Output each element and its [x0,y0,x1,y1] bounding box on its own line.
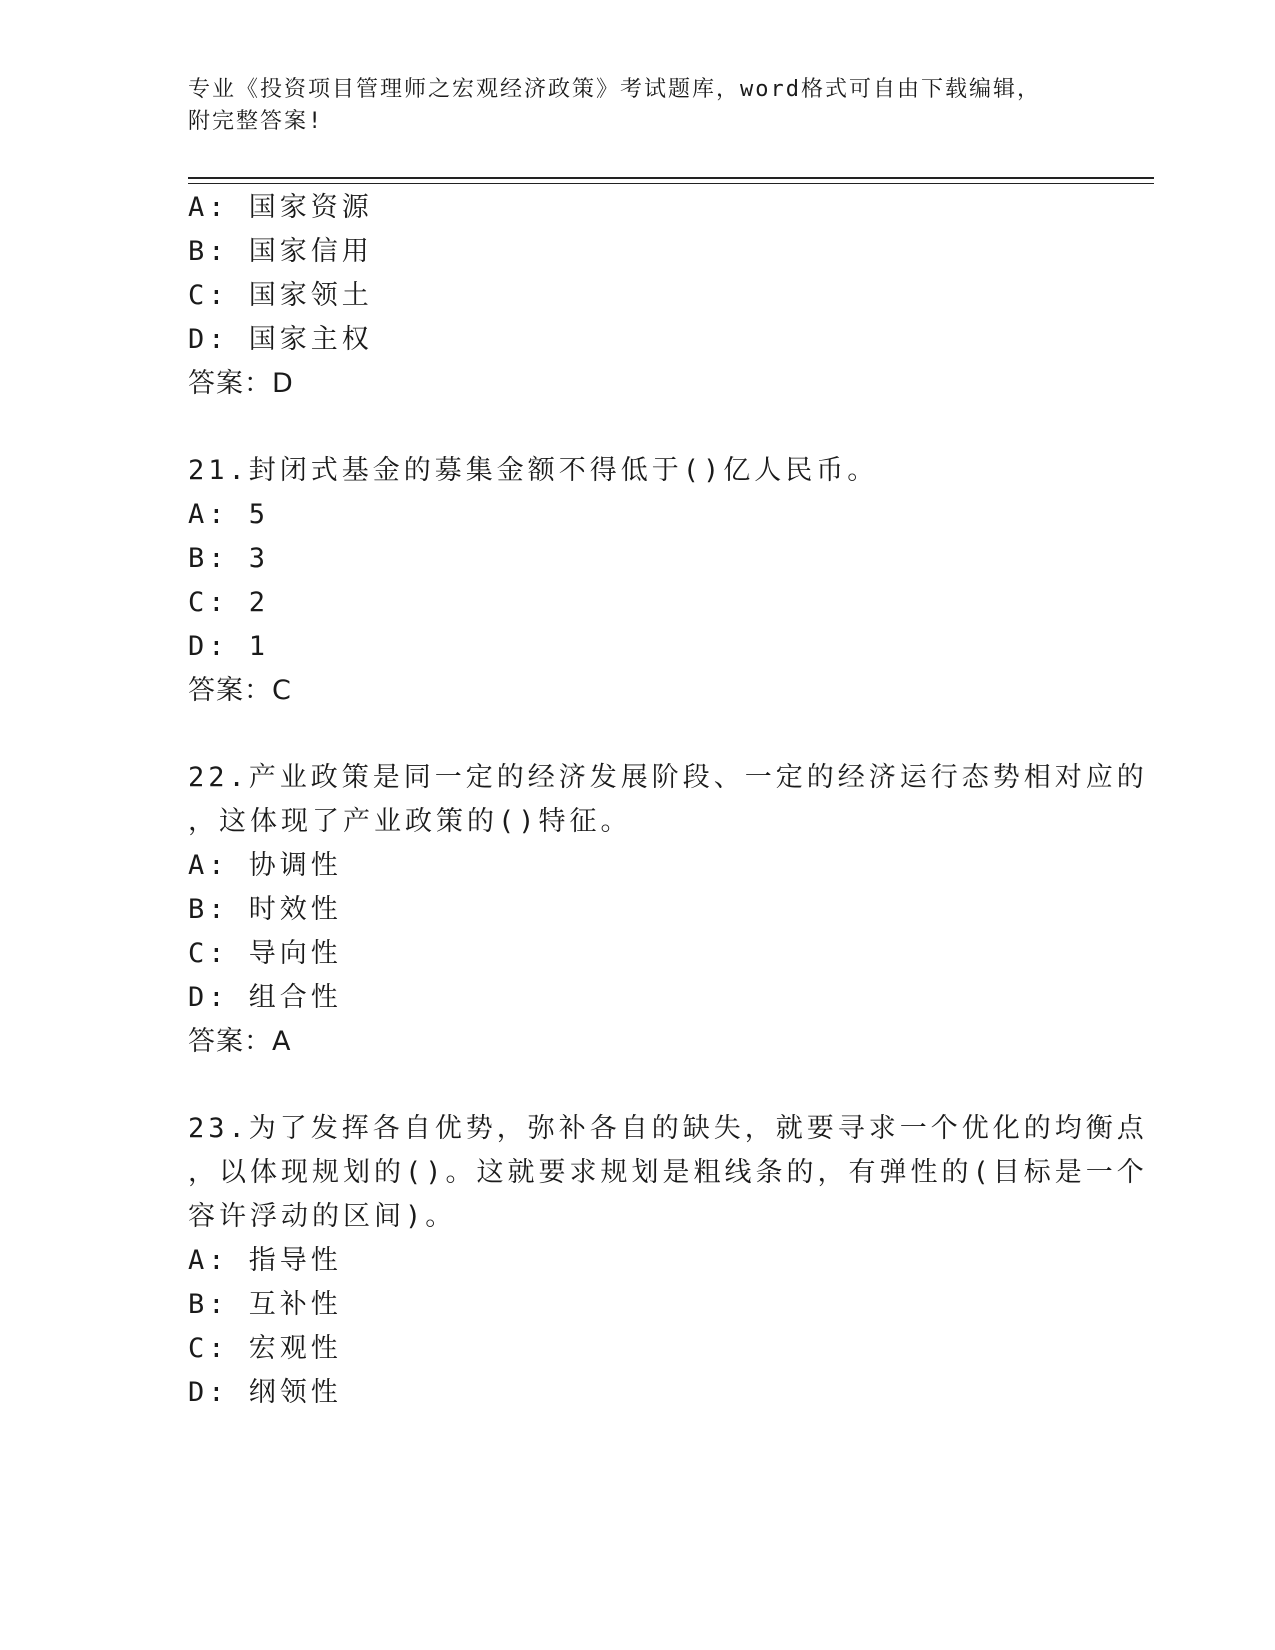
q22-option-d: D: 组合性 [188,982,342,1013]
header-line-1: 专业《投资项目管理师之宏观经济政策》考试题库，word格式可自由下载编辑， [188,77,1041,102]
q20-option-a: A: 国家资源 [188,192,373,223]
document-header [188,74,1088,138]
header-divider-thin [188,183,1154,184]
q22-answer: 答案：A [188,1026,292,1057]
q22-option-a: A: 协调性 [188,850,342,881]
q20-option-c: C: 国家领土 [188,280,373,311]
q21-answer: 答案：C [188,675,292,706]
q23-question-line-2: ，以体现规划的()。这就要求规划是粗线条的，有弹性的(目标是一个 [188,1157,1148,1188]
q23-option-c: C: 宏观性 [188,1333,342,1364]
q21-option-d: D: 1 [188,631,270,662]
q22-option-c: C: 导向性 [188,938,342,969]
q20-option-d: D: 国家主权 [188,324,373,355]
header-divider-thick [188,177,1154,179]
q23-option-b: B: 互补性 [188,1289,342,1320]
q21-option-b: B: 3 [188,543,270,574]
q21-question: 21.封闭式基金的募集金额不得低于()亿人民币。 [188,455,879,486]
q23-question-line-1: 23.为了发挥各自优势，弥补各自的缺失，就要寻求一个优化的均衡点 [188,1113,1148,1144]
q21-option-c: C: 2 [188,587,270,618]
q21-option-a: A: 5 [188,499,270,530]
q20-option-b: B: 国家信用 [188,236,373,267]
header-line-2: 附完整答案! [188,109,324,134]
q20-answer: 答案：D [188,368,294,399]
q23-option-a: A: 指导性 [188,1245,342,1276]
q22-option-b: B: 时效性 [188,894,342,925]
q23-question-line-3: 容许浮动的区间)。 [188,1201,457,1232]
q23-option-d: D: 纲领性 [188,1377,342,1408]
q22-question-line-1: 22.产业政策是同一定的经济发展阶段、一定的经济运行态势相对应的 [188,762,1148,793]
q22-question-line-2: ，这体现了产业政策的()特征。 [188,806,632,837]
